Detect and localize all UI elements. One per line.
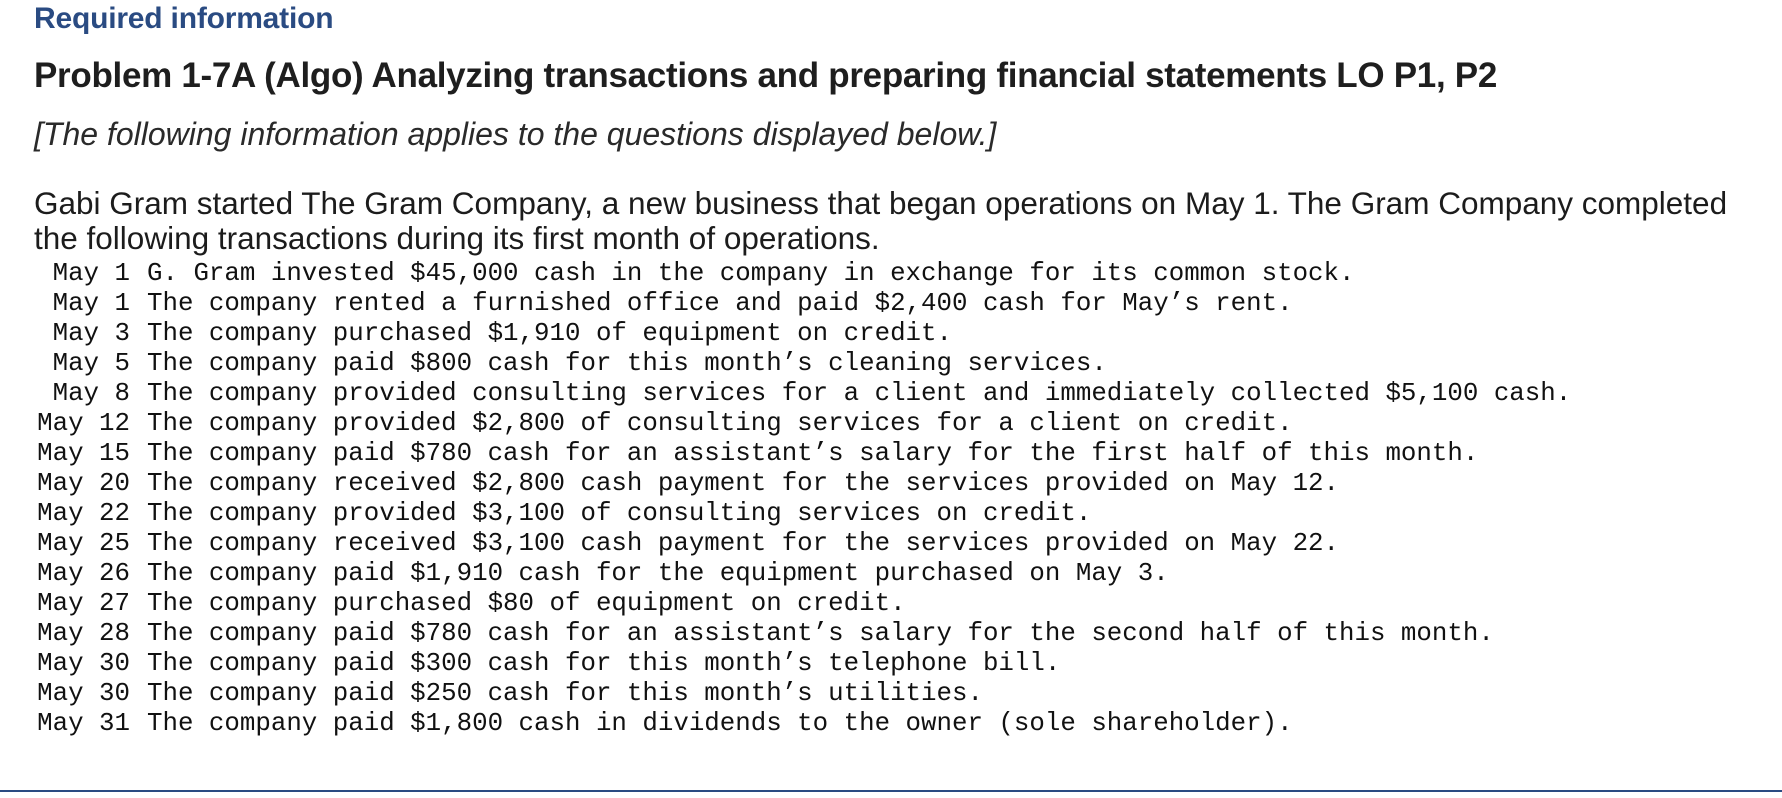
applies-note: [The following information applies to the questions displayed below.] — [34, 116, 997, 152]
transaction-description: G. Gram invested $45,000 cash in the company in exchange for its common stock. — [147, 259, 1355, 288]
required-information-heading: Required information — [34, 2, 334, 35]
transaction-date: May 25 — [37, 529, 130, 558]
transaction-row — [34, 589, 1571, 619]
transaction-description: The company paid $250 cash for this month’s utilities. — [147, 679, 983, 708]
transaction-description: The company paid $800 cash for this month’s cleaning services. — [147, 349, 1107, 378]
transaction-date: May 1 — [52, 259, 130, 288]
transaction-description: The company provided consulting services for a client and immediately collected $5,100 cash. — [147, 379, 1572, 408]
transaction-row — [34, 679, 1571, 709]
transaction-date: May 26 — [37, 559, 130, 588]
transaction-row — [34, 409, 1571, 439]
transaction-row — [34, 379, 1571, 409]
transaction-row — [34, 709, 1571, 739]
transaction-date: May 30 — [37, 679, 130, 708]
transaction-row — [34, 439, 1571, 469]
transaction-date: May 15 — [37, 439, 130, 468]
transaction-row — [34, 319, 1571, 349]
transaction-date: May 22 — [37, 499, 130, 528]
transaction-row — [34, 289, 1571, 319]
transaction-row — [34, 499, 1571, 529]
transaction-date: May 27 — [37, 589, 130, 618]
transaction-description: The company paid $780 cash for an assistant’s salary for the second half of this month. — [147, 619, 1494, 648]
transaction-description: The company provided $2,800 of consulting services for a client on credit. — [147, 409, 1293, 438]
problem-intro: Gabi Gram started The Gram Company, a new business that began operations on May 1. The Gram Company completed the following transactions during its first month of operations. — [34, 185, 1728, 256]
transaction-row — [34, 349, 1571, 379]
transaction-date: May 28 — [37, 619, 130, 648]
transaction-date: May 3 — [52, 319, 130, 348]
transaction-row — [34, 619, 1571, 649]
transaction-description: The company paid $780 cash for an assistant’s salary for the first half of this month. — [147, 439, 1479, 468]
transaction-date: May 20 — [37, 469, 130, 498]
transaction-date: May 8 — [52, 379, 130, 408]
transaction-date: May 12 — [37, 409, 130, 438]
transaction-description: The company received $2,800 cash payment for the services provided on May 12. — [147, 469, 1340, 498]
transaction-description: The company purchased $1,910 of equipment on credit. — [147, 319, 952, 348]
transaction-description: The company received $3,100 cash payment for the services provided on May 22. — [147, 529, 1340, 558]
transaction-row — [34, 259, 1571, 289]
transaction-date: May 5 — [52, 349, 130, 378]
transaction-description: The company paid $1,910 cash for the equipment purchased on May 3. — [147, 559, 1169, 588]
transaction-row — [34, 559, 1571, 589]
transaction-date: May 30 — [37, 649, 130, 678]
transaction-date: May 1 — [52, 289, 130, 318]
transaction-date: May 31 — [37, 709, 130, 738]
transaction-row — [34, 529, 1571, 559]
transaction-description: The company provided $3,100 of consulting services on credit. — [147, 499, 1092, 528]
transaction-description: The company purchased $80 of equipment on credit. — [147, 589, 906, 618]
problem-title: Problem 1-7A (Algo) Analyzing transactions and preparing financial statements LO P1, P2 — [34, 56, 1498, 95]
section-divider — [0, 790, 1782, 792]
transaction-description: The company paid $300 cash for this month’s telephone bill. — [147, 649, 1061, 678]
transaction-row — [34, 649, 1571, 679]
transaction-row — [34, 469, 1571, 499]
transaction-description: The company paid $1,800 cash in dividends to the owner (sole shareholder). — [147, 709, 1293, 738]
transaction-description: The company rented a furnished office and paid $2,400 cash for May’s rent. — [147, 289, 1293, 318]
transaction-list — [34, 259, 1571, 739]
